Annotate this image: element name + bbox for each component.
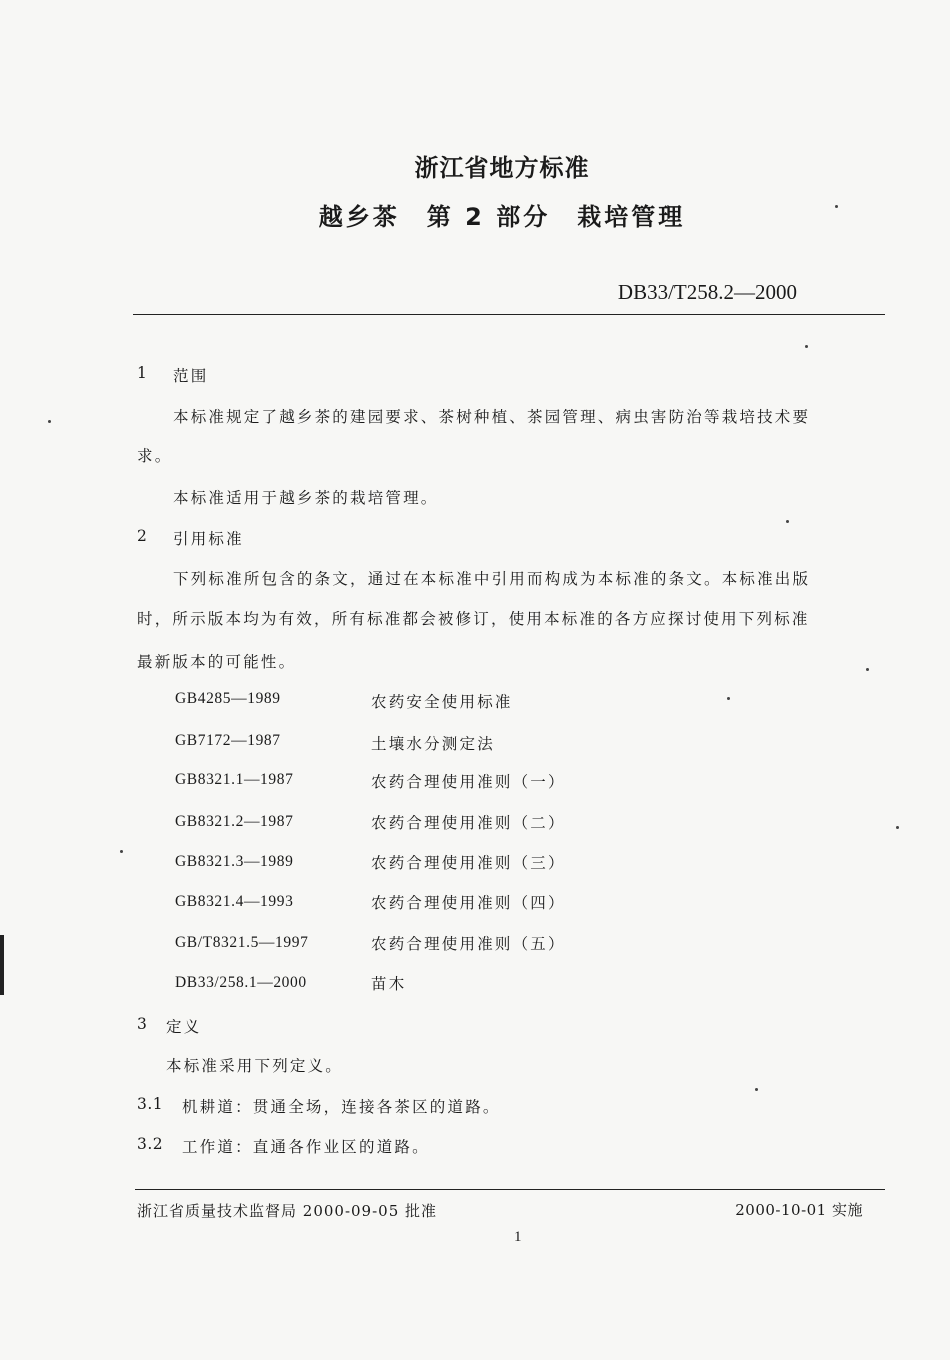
scan-speck (786, 520, 789, 523)
definition-number: 3.2 (137, 1135, 164, 1153)
scan-speck (805, 345, 808, 348)
reference-name: 农药合理使用准则（五） (371, 935, 566, 953)
definition-number: 3.1 (137, 1095, 164, 1113)
section-3-title: 定义 (166, 1018, 202, 1036)
reference-code: GB8321.2—1987 (175, 813, 294, 830)
reference-code: GB8321.1—1987 (175, 771, 294, 788)
reference-name: 农药合理使用准则（二） (371, 814, 566, 832)
scan-speck (896, 826, 899, 829)
scan-speck (120, 850, 123, 853)
reference-code: GB8321.4—1993 (175, 893, 294, 910)
section-2-para-line: 最新版本的可能性。 (137, 653, 297, 671)
section-2-para-line: 下列标准所包含的条文，通过在本标准中引用而构成为本标准的条文。本标准出版 (173, 570, 811, 588)
reference-code: GB4285—1989 (175, 690, 281, 707)
section-2-number: 2 (137, 527, 150, 545)
scan-speck (866, 668, 869, 671)
section-1-para-scope: 本标准适用于越乡茶的栽培管理。 (173, 489, 439, 507)
section-1-number: 1 (137, 364, 150, 382)
approval-note: 浙江省质量技术监督局 2000-09-05 批准 (137, 1202, 438, 1220)
reference-code: GB/T8321.5—1997 (175, 934, 309, 951)
header-divider (133, 314, 885, 315)
reference-name: 农药安全使用标准 (371, 693, 513, 711)
reference-name: 农药合理使用准则（三） (371, 854, 566, 872)
section-1-para-line: 本标准规定了越乡茶的建园要求、茶树种植、茶园管理、病虫害防治等栽培技术要 (173, 408, 811, 426)
reference-name: 土壤水分测定法 (371, 735, 495, 753)
standard-number: DB33/T258.2—2000 (617, 280, 797, 304)
reference-code: GB7172—1987 (175, 732, 281, 749)
scan-speck (48, 420, 51, 423)
reference-code: GB8321.3—1989 (175, 853, 294, 870)
section-1-title: 范围 (173, 367, 209, 385)
section-1-para-line: 求。 (137, 447, 173, 465)
footer-divider (135, 1189, 885, 1190)
reference-code: DB33/258.1—2000 (175, 974, 307, 991)
reference-name: 农药合理使用准则（四） (371, 894, 566, 912)
section-2-title: 引用标准 (173, 530, 244, 548)
section-3-intro: 本标准采用下列定义。 (166, 1057, 344, 1075)
definition-text: 机耕道：贯通全场，连接各茶区的道路。 (182, 1098, 501, 1116)
implementation-date: 2000-10-01 实施 (735, 1201, 863, 1219)
definition-text: 工作道：直通各作业区的道路。 (182, 1138, 430, 1156)
section-2-para-line: 时，所示版本均为有效，所有标准都会被修订，使用本标准的各方应探讨使用下列标准 (137, 610, 810, 628)
scan-edge-mark (0, 935, 4, 995)
section-3-number: 3 (137, 1015, 150, 1033)
document-category-title: 浙江省地方标准 (414, 154, 590, 182)
document-title: 越乡茶 第 2 部分 栽培管理 (318, 203, 686, 231)
page-number: 1 (514, 1229, 522, 1245)
scan-speck (755, 1088, 758, 1091)
scan-speck (727, 697, 730, 700)
reference-name: 苗木 (371, 975, 407, 993)
reference-name: 农药合理使用准则（一） (371, 773, 566, 791)
